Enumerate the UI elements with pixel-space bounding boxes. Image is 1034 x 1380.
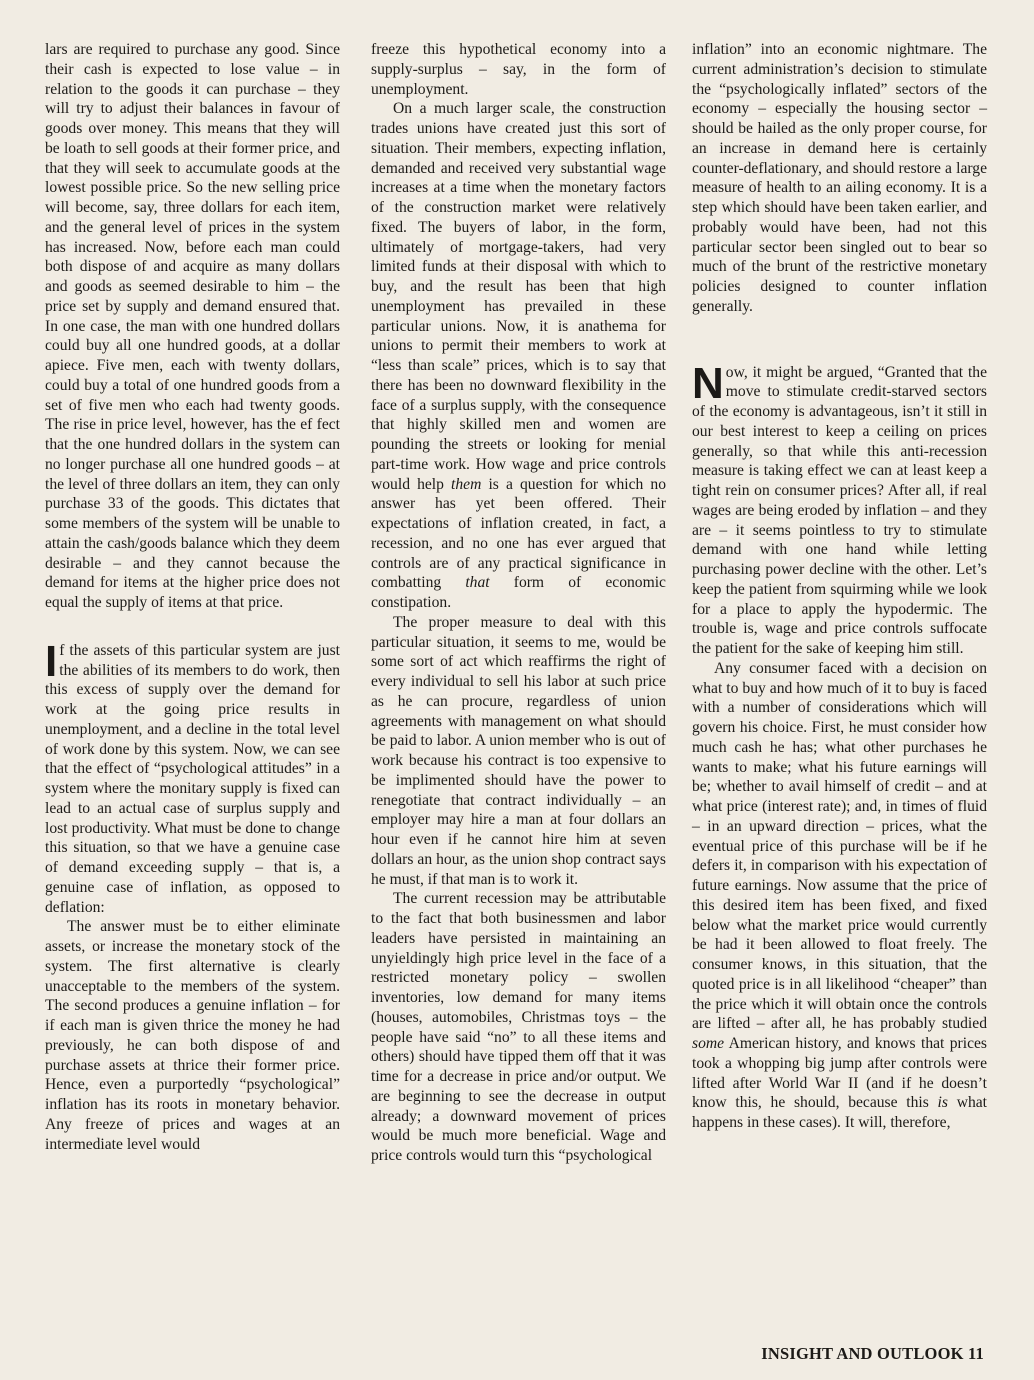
drop-cap: I <box>45 636 58 686</box>
paragraph: The proper measure to deal with this particular situation, it seems to me, would be some sort of act which reaffirms the right of every individual to sell his labor at such price as he can procure, regardless of union agreements with management on what should be paid to labor. A union member who is out of work because his contract is too expensive to be implimented should have the power to renegotiate that contract individually – an employer may hire a man at four dollars an hour even if he cannot hire him at seven dollars an hour, as the union shop contract says he must, if that man is to work it. <box>371 613 666 888</box>
emphasis: that <box>465 574 490 592</box>
paragraph <box>371 99 666 613</box>
column-2 <box>371 40 666 1166</box>
paragraph-text: On a much larger scale, the construction trades unions have created just this sort of situation. Their members, expecting inflation, demanded and received very substantial wage increases at a time when the monetary factors of the construction market were relatively fixed. The buyers of labor, in the form, ultimately of mortgage-takers, had very limited funds at their disposal with which to buy, and the result has been that high unemployment has prevailed in these particular unions. Now, it is anathema for unions to permit their members to work at “less than scale” prices, which is to say that there has been no downward flexibility in the face of a surplus supply, with the consequence that highly skilled men and women are pounding the streets or looking for menial part-time work. How wage and price controls would help <box>371 100 666 493</box>
paragraph <box>692 659 987 1133</box>
paragraph-dropcap <box>45 636 340 918</box>
publication-name: INSIGHT AND OUTLOOK <box>761 1344 964 1363</box>
emphasis: some <box>692 1035 725 1052</box>
paragraph: lars are required to purchase any good. Since their cash is expected to lose value – in relation to the goods it can purchase – they will try to adjust their balances in favour of goods over money. This means that they will be loath to sell goods at their former price, and that they will seek to accumulate goods at the lowest possible price. So the new selling price will become, say, three dollars for each item, and the general level of prices in the system has increased. Now, before each man could both dispose of and acquire as many dollars and goods as seemed desirable to him – the price set by supply and demand ensured that. In one case, the man with one hundred dollars could buy all one hundred goods, at a dollar apiece. Five men, each with twenty dollars, could buy a total of one hundred goods from a set of five men who each had twenty goods. The rise in price level, however, has the ef fect that the one hundred dollars in the system can no longer purchase all one hundred goods – at the level of three dollars an item, they can only purchase 33 of the goods. This dictates that some members of the system will be unable to attain the cash/goods balance which they deem desirable – and they cannot because the demand for items at the higher price does not equal the supply of items at that price. <box>45 41 340 611</box>
column-1 <box>45 40 340 1154</box>
paragraph-text: American history, and knows that prices took a whopping big jump after controls were lifted after World War II (and if he doesn’t know this, he should, because this <box>692 1035 987 1112</box>
paragraph-text: f the assets of this particular system are just the abilities of its members to do work, then this excess of supply over the demand for work at the going price results in unemployment, and a decline in the total level of work done by this system. Now, we can see that the effect of “psychological attitudes” in a system where the monitary supply is fixed can lead to an actual case of surplus supply and lost productivity. What must be done to change this situation, so that we have a genuine case of demand exceeding supply – that is, a genuine case of inflation, as opposed to deflation: <box>45 641 340 916</box>
paragraph-text: form of economic constipation. <box>371 574 666 611</box>
column-3 <box>692 40 987 1133</box>
paragraph-text: what happens in these cases). It will, therefore, <box>692 1094 987 1131</box>
paragraph-text: Any consumer faced with a decision on what to buy and how much of it to buy is faced with a number of considerations which will govern his choice. First, he must consider how much cash he has; what other purchases he wants to make; what his future earnings will be; whether to avail himself of credit – and at what price (interest rate); and, in times of fluid – in an upward direction – prices, what the eventual price of this purchase will be if he defers it, in comparison with his expectation of future earnings. Now assume that the price of this desired item has been fixed, and fixed below what the market price would currently be had it been allowed to float freely. The consumer knows, in this situation, that the quoted price is in all likelihood “cheaper” than the price which it will obtain once the controls are lifted – after all, he has probably studied <box>692 659 987 1033</box>
paragraph-dropcap <box>692 358 987 659</box>
paragraph-text: ow, it might be argued, “Granted that the move to stimulate credit-starved sectors of the economy is advantageous, isn’t it still in our best interest to keep a ceiling on prices generally, so that while this anti-recession measure is taking effect we can at least keep a tight rein on consumer prices? After all, if real wages are being eroded by inflation – and they are – it seems pointless to try to stimulate demand with one hand while letting purchasing power decline with the other. Let’s keep the patient from squirming while we look for a place to apply the hypodermic. The trouble is, wage and price controls suffocate the patient for the sake of keeping him still. <box>692 363 987 657</box>
page-footer <box>761 1344 984 1364</box>
paragraph-text: is a question for which no answer has yet been offered. Their expectations of inflation created, in fact, a recession, and no one has ever argued that controls are of any practical significance in combatting <box>371 475 667 592</box>
paragraph: The answer must be to either eliminate assets, or increase the monetary stock of the system. The first alternative is clearly unacceptable to the members of the system. The second produces a genuine inflation – for if each man is given thrice the money he had previously, he can both dispose of and purchase assets at thrice their former price. Hence, even a purportedly “psychological” inflation has its roots in monetary behavior. Any freeze of prices and wages at an intermediate level would <box>45 918 340 1153</box>
paragraph: freeze this hypothetical economy into a supply-surplus – say, in the form of unemployment. <box>371 41 666 98</box>
drop-cap: N <box>692 358 724 408</box>
paragraph: inflation” into an economic nightmare. The current administration’s decision to stimulate the “psychologically inflated” sectors of the economy – especially the housing sector – should be hailed as the only proper course, for an increase in demand here is certainly counter-deflationary, and should restore a large measure of health to an ailing economy. It is a step which should have been taken earlier, and probably would have been, had not this particular sector been singled out to bear so much of the brunt of the restrictive monetary policies designed to counter inflation generally. <box>692 41 987 315</box>
emphasis: them <box>451 475 482 493</box>
paragraph: The current recession may be attributable to the fact that both businessmen and labor leaders have persisted in maintaining an unyieldingly high price level in the face of a restricted monetary policy – swollen inventories, low demand for many items (houses, automobiles, Christmas toys – the people have said “no” to all these items and others) should have tipped them off that it was time for a decrease in price and/or output. We are beginning to see the decrease in output already; a downward movement of prices would be much more beneficial. Wage and price controls would turn this “psychological <box>371 890 666 1164</box>
emphasis: is <box>937 1094 948 1112</box>
page-number: 11 <box>968 1344 984 1363</box>
